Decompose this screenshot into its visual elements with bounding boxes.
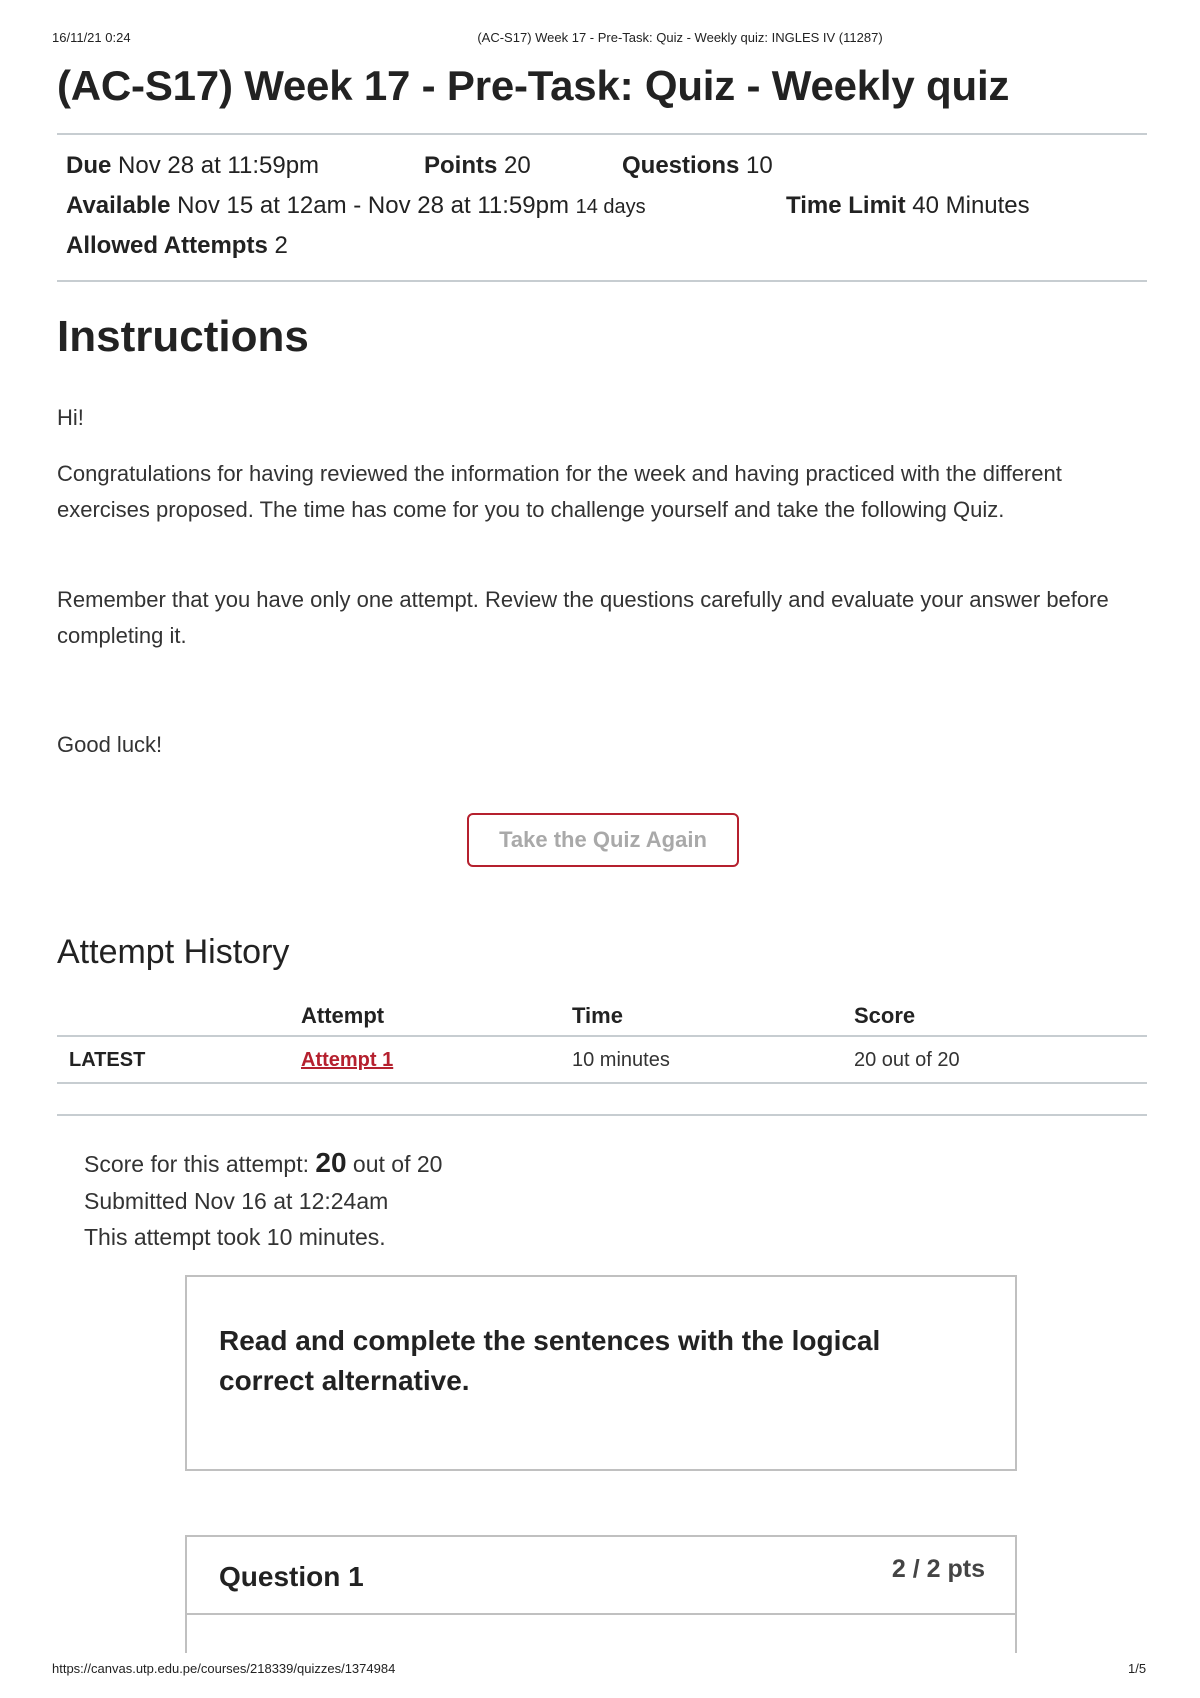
score-suffix: out of 20 — [352, 1151, 443, 1177]
question-1-header — [185, 1535, 1017, 1615]
due-value: Nov 28 at 11:59pm — [118, 152, 320, 179]
instructions-paragraph-2: Remember that you have only one attempt. Review the questions carefully and evaluate your answer before completing it. — [57, 587, 1109, 648]
score-value: 20 — [315, 1147, 347, 1178]
question-group-instructions-box — [185, 1275, 1017, 1471]
attempt-history-heading: Attempt History — [57, 933, 290, 971]
instructions-paragraph-1: Congratulations for having reviewed the information for the week and having practiced with the different exercises proposed. The time has come for you to challenge yourself and take the following Quiz. — [57, 461, 1062, 522]
points-meta — [424, 152, 531, 180]
column-header-time: Time — [572, 1003, 623, 1028]
time-limit-label: Time Limit — [786, 192, 906, 219]
allowed-attempts-value: 2 — [274, 232, 288, 259]
instructions-heading: Instructions — [57, 312, 309, 361]
latest-badge: LATEST — [69, 1049, 146, 1071]
available-meta — [66, 192, 646, 220]
points-value: 20 — [504, 152, 531, 179]
attempt-1-link[interactable]: Attempt 1 — [301, 1049, 394, 1071]
summary-divider — [57, 1114, 1147, 1116]
question-1-body — [185, 1613, 1017, 1653]
page-title: (AC-S17) Week 17 - Pre-Task: Quiz - Weekly quiz — [57, 62, 1010, 109]
questions-meta — [622, 152, 773, 180]
time-limit-meta — [786, 192, 1030, 220]
points-label: Points — [424, 152, 498, 179]
question-title: Question 1 — [219, 1561, 364, 1592]
instructions-greeting: Hi! — [57, 405, 84, 430]
questions-label: Questions — [622, 152, 740, 179]
submitted-timestamp: Submitted Nov 16 at 12:24am — [84, 1188, 389, 1214]
instructions-closing: Good luck! — [57, 732, 163, 757]
attempt-score-summary — [84, 1147, 442, 1179]
available-value: Nov 15 at 12am - Nov 28 at 11:59pm — [177, 192, 569, 219]
column-header-attempt: Attempt — [301, 1003, 385, 1028]
print-doc-title: (AC-S17) Week 17 - Pre-Task: Quiz - Weekly quiz: INGLES IV (11287) — [477, 30, 883, 45]
time-limit-value: 40 Minutes — [912, 192, 1030, 219]
take-quiz-again-button[interactable]: Take the Quiz Again — [467, 813, 739, 867]
due-label: Due — [66, 152, 112, 179]
title-divider — [57, 133, 1147, 135]
table-bottom-divider — [57, 1082, 1147, 1084]
print-date: 16/11/21 0:24 — [52, 30, 131, 45]
meta-divider — [57, 280, 1147, 282]
available-days: 14 days — [575, 196, 646, 218]
questions-value: 10 — [746, 152, 773, 179]
question-group-instructions: Read and complete the sentences with the logical correct alternative. — [219, 1325, 881, 1396]
allowed-attempts-label: Allowed Attempts — [66, 232, 268, 259]
attempt-duration: This attempt took 10 minutes. — [84, 1224, 386, 1250]
print-page-number: 1/5 — [1128, 1661, 1147, 1676]
quiz-meta-row-1 — [66, 152, 319, 180]
allowed-attempts-meta — [66, 232, 288, 260]
table-header-divider — [57, 1035, 1147, 1037]
print-footer-url: https://canvas.utp.edu.pe/courses/218339/quizzes/1374984 — [52, 1661, 396, 1676]
score-prefix: Score for this attempt: — [84, 1151, 309, 1177]
question-points: 2 / 2 pts — [891, 1555, 985, 1583]
attempt-time-cell: 10 minutes — [572, 1049, 670, 1071]
attempt-score-cell: 20 out of 20 — [854, 1049, 960, 1071]
available-label: Available — [66, 192, 171, 219]
table-row — [301, 1049, 393, 1072]
column-header-score: Score — [854, 1003, 916, 1028]
